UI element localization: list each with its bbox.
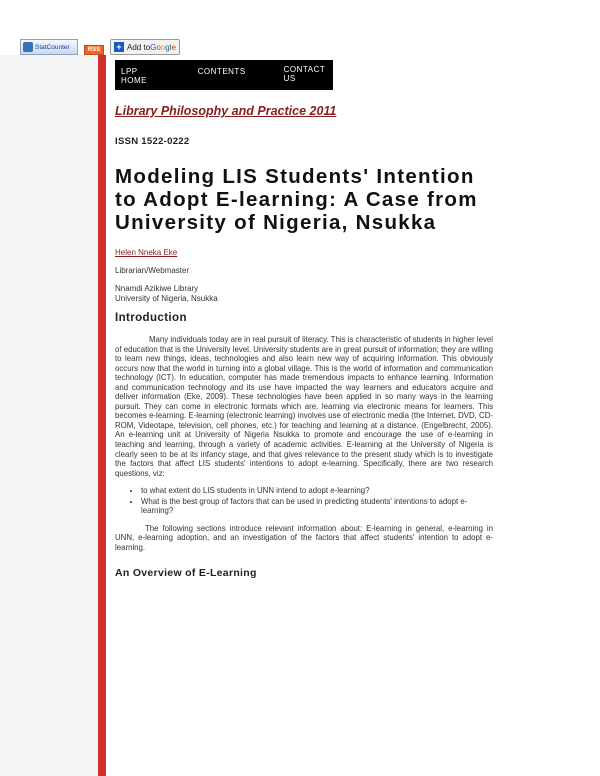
google-letter-g2: g xyxy=(165,42,170,52)
rss-button[interactable] xyxy=(84,45,104,55)
add-to-google-button[interactable] xyxy=(110,39,180,55)
author-link[interactable]: Helen Nneka Eke xyxy=(115,248,178,257)
nav-contact-us[interactable]: CONTACT US xyxy=(283,65,326,83)
article-content xyxy=(115,100,493,579)
introduction-heading: Introduction xyxy=(115,312,187,324)
intro-paragraph: Many individuals today are in real pursuit of literacy. This is characteristic of students in higher level of education that is the University level. University students are in great pursuit of information; they are willing to learn new things, ideas, technologies and also learn new way of acquiring information. This obviously occurs now that the world in turning into a global village. This is the world of information and communication technology (ICT). In education, computer has made tremendous impacts to enhance learning. Information and communication technology and its use have impacted the way learners and educators acquire and deliver information (Eke, 2009). These technologies have been applied in so many ways in the learning pursuit. They can come in electronic formats which are, learning via electronic means for learners. This becomes e-learning. E-learning (electronic learning) involves use of electronic media (the Internet, DVD, CD-ROM, Videotape, television, cell phones, etc.) for teaching and learning at a distance. (Engelbrecht, 2005). An e-learning unit at University of Nigeria Nsukka to promote and encourage the use of e-learning in teaching and learning, through a variety of academic activities. E-learning at the University of Nigeria is clearly seen to be at its infancy stage, and that gives relevance to the present study which is to investigate the factors that affect LIS students' intentions to adopt e-learning. Specifically, there are two research questions, viz: xyxy=(115,335,493,478)
article-title: Modeling LIS Students' Intention to Adopt E-learning: A Case from University of Nigeria, Nsukka xyxy=(115,165,478,234)
plus-icon: + xyxy=(114,42,124,52)
accent-red-bar xyxy=(98,55,106,776)
overview-heading: An Overview of E-Learning xyxy=(115,567,257,580)
rss-label: RSS xyxy=(87,47,101,53)
statcounter-icon xyxy=(23,42,33,52)
research-questions-list xyxy=(115,486,493,516)
author-affiliation xyxy=(115,284,493,304)
nav-contents[interactable]: CONTENTS xyxy=(197,67,246,76)
list-item: • What is the best group of factors that can be used in predicting students' intentions to adopt e-learning? xyxy=(141,497,493,516)
nav-lpp-home[interactable]: LPP HOME xyxy=(121,67,147,85)
google-letter-l: l xyxy=(169,42,172,52)
top-toolbar xyxy=(20,38,180,56)
statcounter-badge[interactable] xyxy=(20,39,78,55)
statcounter-label: StatCounter xyxy=(35,43,70,51)
left-panel xyxy=(0,55,98,776)
affiliation-line-2: University of Nigeria, Nsukka xyxy=(115,294,218,303)
affiliation-line-1: Nnamdi Azikiwe Library xyxy=(115,284,199,293)
add-to-label: Add to xyxy=(127,42,151,52)
google-letter-g: G xyxy=(150,42,157,52)
issn: ISSN 1522-0222 xyxy=(115,136,190,147)
author-role: Librarian/Webmaster xyxy=(115,266,190,275)
top-nav xyxy=(115,60,333,90)
google-letter-o2: o xyxy=(160,42,166,52)
google-letter-o1: o xyxy=(156,42,161,52)
list-item: • to what extent do LIS students in UNN intend to adopt e-learning? xyxy=(141,486,493,496)
journal-title-link[interactable]: Library Philosophy and Practice 2011 xyxy=(115,104,337,118)
follow-paragraph: The following sections introduce relevant information about: E-learning in general, e-learning in UNN, e-learning adoption, and an investigation of the factors that affect students' intention to adopt e-learning. xyxy=(115,523,493,552)
google-letter-e: e xyxy=(171,42,176,52)
